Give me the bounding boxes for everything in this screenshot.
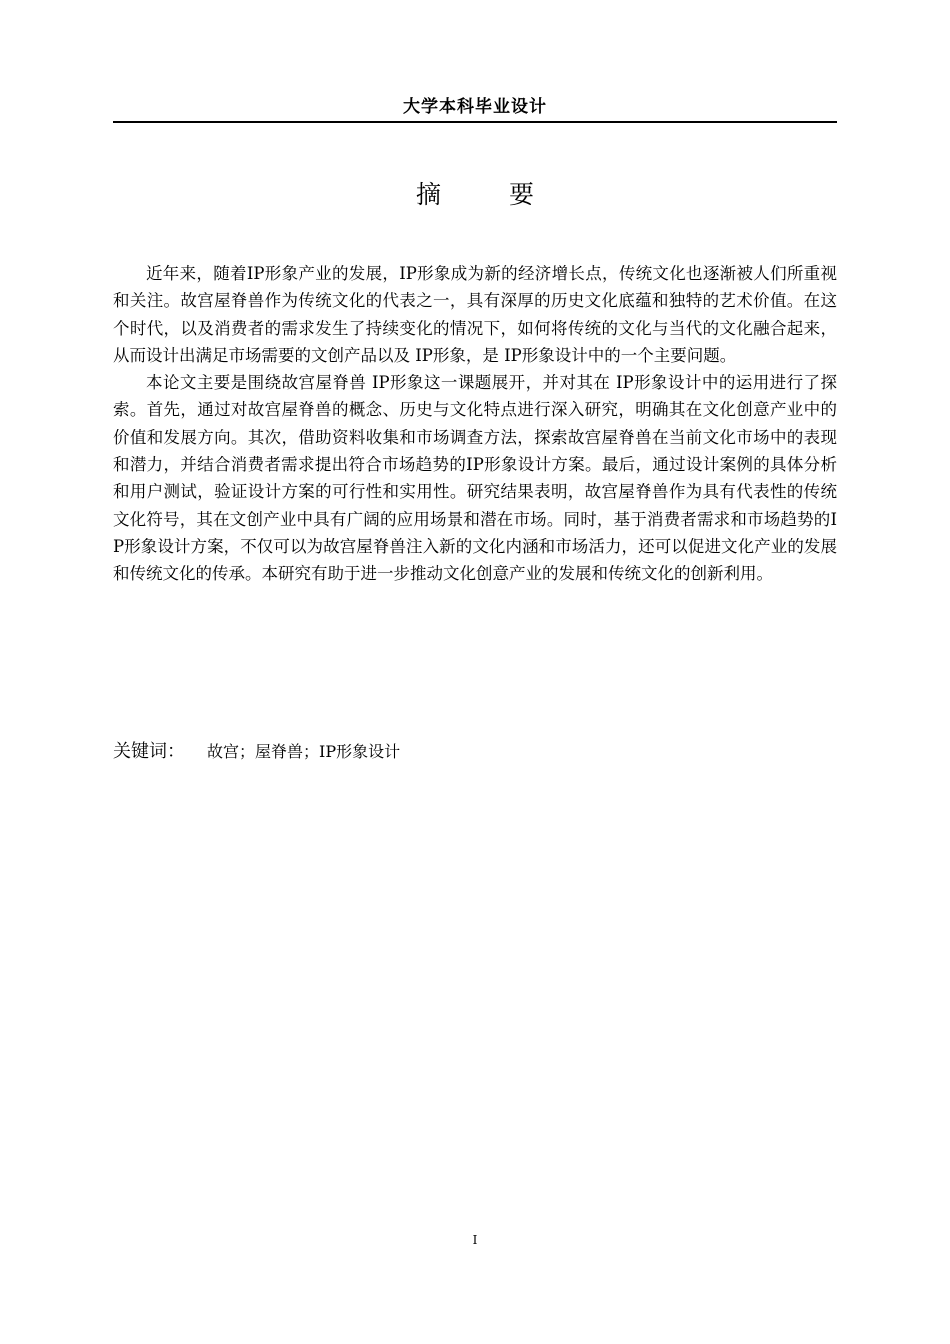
page-number: I: [472, 1233, 478, 1247]
abstract-body: [113, 260, 837, 588]
page-title: 摘 要: [416, 180, 564, 209]
abstract-paragraph-2: 本论文主要是围绕故宫屋脊兽 IP形象这一课题展开，并对其在 IP形象设计中的运用进行了探索。首先，通过对故宫屋脊兽的概念、历史与文化特点进行深入研究，明确其在文化创意产业中的价值和发展方向。其次，借助资料收集和市场调查方法，探索故宫屋脊兽在当前文化市场中的表现和潜力，并结合消费者需求提出符合市场趋势的IP形象设计方案。最后，通过设计案例的具体分析和用户测试，验证设计方案的可行性和实用性。研究结果表明，故宫屋脊兽作为具有代表性的传统文化符号，其在文创产业中具有广阔的应用场景和潜在市场。同时，基于消费者需求和市场趋势的IP形象设计方案，不仅可以为故宫屋脊兽注入新的文化内涵和市场活力，还可以促进文化产业的发展和传统文化的传承。本研究有助于进一步推动文化创意产业的发展和传统文化的创新利用。: [113, 373, 837, 584]
keywords-value: 故宫；屋脊兽；IP形象设计: [207, 742, 401, 761]
abstract-paragraph-1: 近年来，随着IP形象产业的发展，IP形象成为新的经济增长点，传统文化也逐渐被人们所重视和关注。故宫屋脊兽作为传统文化的代表之一，具有深厚的历史文化底蕴和独特的艺术价值。在这个时代，以及消费者的需求发生了持续变化的情况下，如何将传统的文化与当代的文化融合起来，从而设计出满足市场需要的文创产品以及 IP形象，是 IP形象设计中的一个主要问题。: [113, 264, 837, 365]
keywords-line: [113, 738, 837, 766]
running-header: 大学本科毕业设计: [403, 97, 547, 117]
header-divider: [113, 121, 837, 123]
keywords-label: 关键词：: [113, 741, 185, 762]
